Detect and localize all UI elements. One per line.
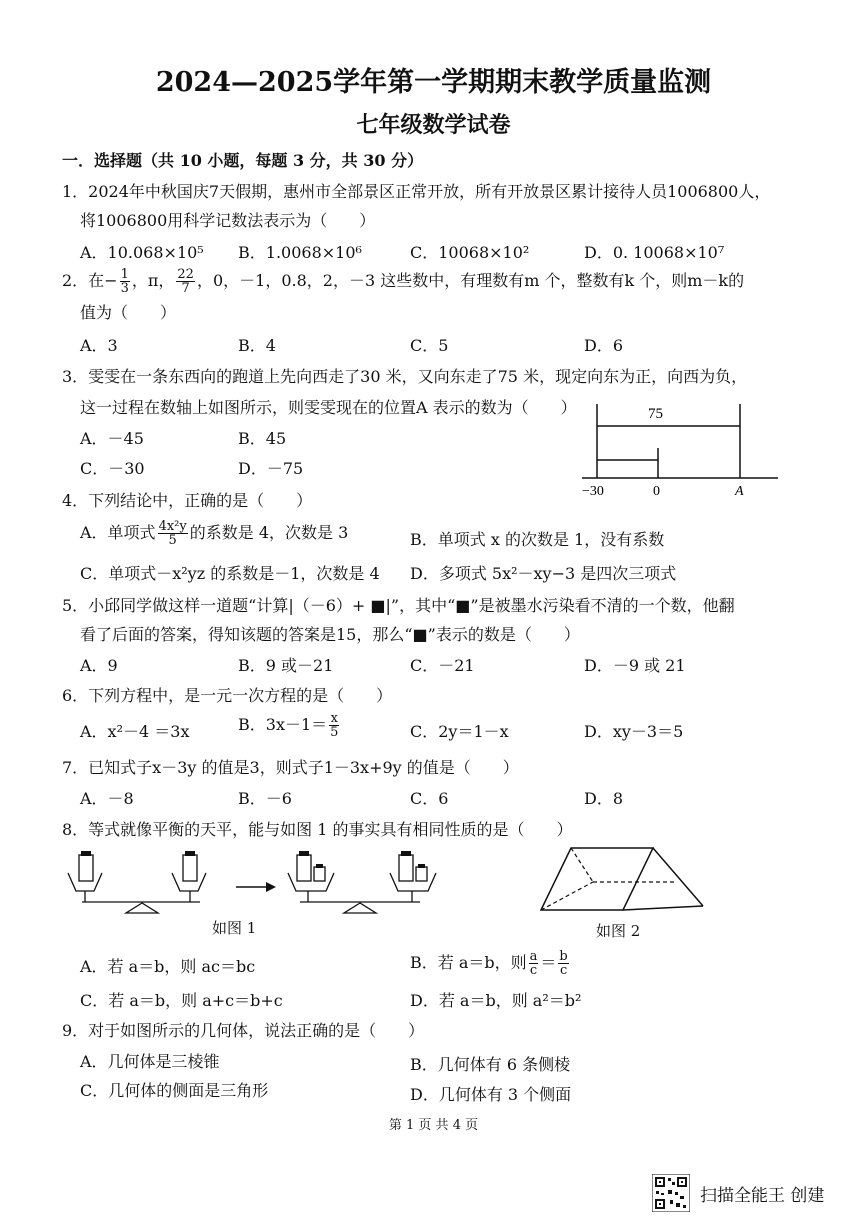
q2-stem-line1: 2．在− $\frac{1}{3}$ ，π， $\frac{22}{7}$ ，0，－1，0.8，2，－3 这些数中，有理数有m 个，整数有k 个，则m－k的 — [62, 267, 745, 296]
q3-option-a: A．－45 — [80, 429, 144, 448]
label-minus-30: −30 — [582, 484, 604, 499]
q5-option-a: A．9 — [80, 656, 118, 675]
fraction-4x2y-5: $\frac{\text{4x²y}}{5}$ — [158, 519, 187, 548]
q8-option-c: C．若 a＝b，则 a+c＝b+c — [80, 991, 283, 1010]
q3-option-b: B．45 — [238, 429, 287, 448]
q6-stem: 6．下列方程中，是一元一次方程的是（ ） — [62, 686, 393, 705]
section-heading: 一．选择题（共 10 小题，每题 3 分，共 30 分） — [62, 151, 424, 170]
q8-stem: 8．等式就像平衡的天平，能与如图 1 的事实具有相同性质的是（ ） — [62, 820, 573, 839]
label-zero: 0 — [653, 484, 660, 499]
q2-option-a: A．3 — [80, 336, 118, 355]
q5-option-c: C．－21 — [410, 656, 475, 675]
q1-option-d: D．0. 10068×10⁷ — [584, 243, 725, 262]
qr-code-icon — [652, 1174, 690, 1212]
q1-stem-line1: 1．2024年中秋国庆7天假期，惠州市全部景区正常开放，所有开放景区累计接待人员1006800人， — [62, 182, 771, 201]
q5-stem-line1: 5．小邱同学做这样一道题“计算|（－6）+ ■|”，其中“■”是被墨水污染看不清的一个数，他翻 — [62, 596, 735, 615]
fraction-1-3: $\frac{1}{3}$ — [120, 267, 129, 296]
fraction-a-c: $\frac{a}{c}$ — [529, 949, 538, 978]
q1-stem-line2: 将1006800用科学记数法表示为（ ） — [80, 211, 376, 230]
fraction-b-c: $\frac{b}{c}$ — [559, 949, 568, 978]
q7-option-b: B．－6 — [238, 789, 292, 808]
exam-title: 2024—2025学年第一学期期末教学质量监测 — [155, 67, 712, 98]
q8-option-d: D．若 a＝b，则 a²＝b² — [410, 991, 582, 1010]
q2-option-d: D．6 — [584, 336, 624, 355]
q2-stem-line2: 值为（ ） — [80, 303, 177, 322]
label-point-a: A — [735, 484, 744, 499]
exam-subtitle: 七年级数学试卷 — [356, 112, 511, 138]
q1-option-c: C．10068×10² — [410, 243, 530, 262]
q6-option-b: B．3x－1＝ $\frac{x}{5}$ — [238, 711, 339, 740]
q9-option-d: D．几何体有 3 个侧面 — [410, 1085, 572, 1104]
q2-option-b: B．4 — [238, 336, 276, 355]
q5-option-b: B．9 或－21 — [238, 656, 334, 675]
q3-stem-line2: 这一过程在数轴上如图所示，则雯雯现在的位置A 表示的数为（ ） — [80, 398, 577, 417]
triangular-prism-figure — [535, 840, 715, 920]
q2-option-c: C．5 — [410, 336, 449, 355]
label-75: 75 — [648, 406, 663, 422]
fraction-x-5: $\frac{x}{5}$ — [330, 711, 339, 740]
q5-option-d: D．－9 或 21 — [584, 656, 686, 675]
balance-scale-figure — [60, 845, 470, 915]
q7-option-d: D．8 — [584, 789, 624, 808]
q8-option-a: A．若 a＝b，则 ac＝bc — [80, 957, 256, 976]
q1-option-a: A．10.068×10⁵ — [80, 243, 204, 262]
scanner-watermark: 扫描全能王 创建 — [700, 1186, 825, 1206]
fraction-22-7: $\frac{22}{7}$ — [177, 267, 194, 296]
q7-option-a: A．－8 — [80, 789, 134, 808]
q4-option-a: A．单项式 $\frac{\text{4x²y}}{5}$ 的系数是 4，次数是 3 — [80, 519, 349, 548]
figure-1-caption: 如图 1 — [212, 919, 257, 937]
q3-option-c: C．－30 — [80, 459, 145, 478]
q7-option-c: C．6 — [410, 789, 449, 808]
right-arrow-icon — [236, 882, 276, 892]
q9-option-a: A．几何体是三棱锥 — [80, 1052, 220, 1071]
q9-stem: 9．对于如图所示的几何体，说法正确的是（ ） — [62, 1021, 425, 1040]
right-balance-scale — [288, 851, 436, 913]
left-balance-scale — [68, 851, 206, 913]
figure-2-caption: 如图 2 — [596, 922, 641, 940]
q5-stem-line2: 看了后面的答案，得知该题的答案是15，那么“■”表示的数是（ ） — [80, 625, 580, 644]
q3-option-d: D．－75 — [238, 459, 304, 478]
q4-option-d: D．多项式 5x²－xy−3 是四次三项式 — [410, 564, 677, 583]
q8-option-b: B．若 a＝b，则 $\frac{a}{c}$ ＝ $\frac{b}{c}$ — [410, 949, 568, 978]
q6-option-c: C．2y＝1－x — [410, 722, 509, 741]
page-number: 第 1 页 共 4 页 — [388, 1118, 479, 1133]
q1-option-b: B．1.0068×10⁶ — [238, 243, 362, 262]
q6-option-d: D．xy－3＝5 — [584, 722, 684, 741]
q7-stem: 7．已知式子x－3y 的值是3，则式子1－3x+9y 的值是（ ） — [62, 758, 519, 777]
q9-option-b: B．几何体有 6 条侧棱 — [410, 1055, 571, 1074]
q3-stem-line1: 3．雯雯在一条东西向的跑道上先向西走了30 米，又向东走了75 米，现定向东为正，向西为负， — [62, 367, 748, 386]
q4-option-b: B．单项式 x 的次数是 1，没有系数 — [410, 530, 665, 549]
q4-option-c: C．单项式－x²yz 的系数是－1，次数是 4 — [80, 564, 380, 583]
q6-option-a: A．x²－4 ＝3x — [80, 722, 190, 741]
q9-option-c: C．几何体的侧面是三角形 — [80, 1081, 269, 1100]
number-line-figure — [578, 398, 788, 500]
q4-stem: 4．下列结论中，正确的是（ ） — [62, 491, 313, 510]
